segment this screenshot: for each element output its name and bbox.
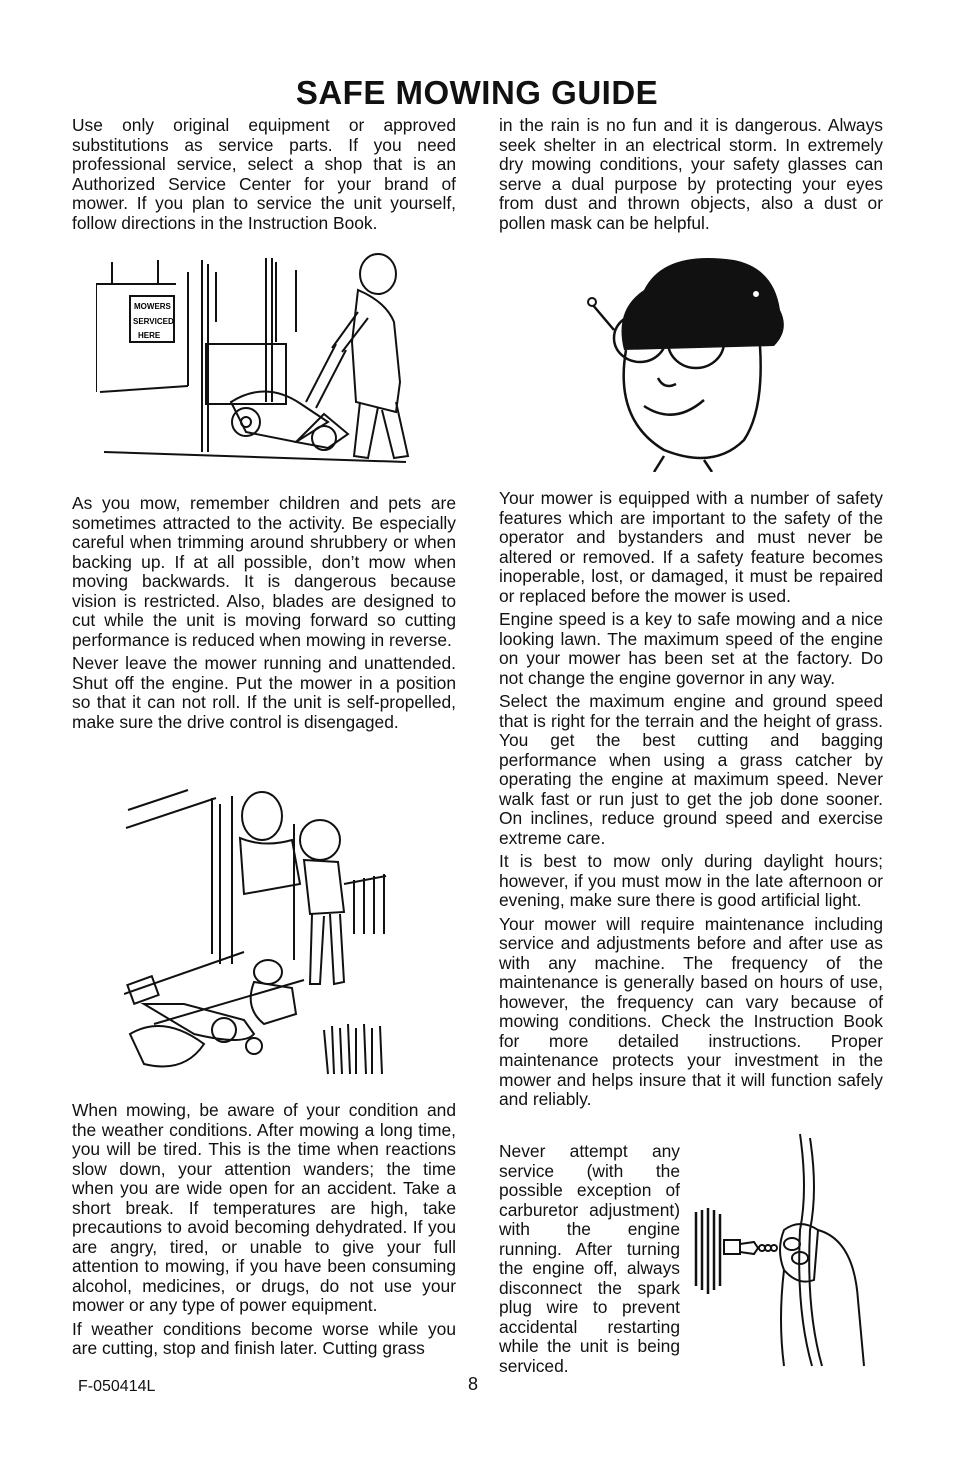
left-middle-text <box>72 494 456 736</box>
left-intro-text <box>72 116 456 237</box>
paragraph-safety-features: Your mower is equipped with a number of safety features which are important to the safety of the operator and bystanders and must never be altered or removed. If a safety feature becomes inoperable, lost, or damaged, it must be repaired or replaced before the mower is used. <box>499 488 883 606</box>
paragraph-daylight: It is best to mow only during daylight hours; however, if you must mow in the late afternoon or evening, make sure there is good artificial light. <box>499 851 883 910</box>
paragraph-maximum-speed: Select the maximum engine and ground speed that is right for the terrain and the height of grass. You get the best cutting and bagging performance when using a grass catcher by operating the engine at maximum speed. Never walk fast or run just to get the job done sooner. On inclines, reduce ground speed and exercise extreme care. <box>499 691 883 848</box>
paragraph-children-pets: As you mow, remember children and pets are sometimes attracted to the activity. Be especially careful when trimming around shrubbery or when backing up. If at all possible, don’t mow when moving backwards. It is dangerous because vision is restricted. Also, blades are designed to cut while the unit is moving forward so cutting performance is reduced when mowing in reverse. <box>72 493 456 650</box>
paragraph-spark-plug: Never attempt any service (with the possible exception of carburetor adjustment) with the engine running. After turning the engine off, always disconnect the spark plug wire to prevent accidental restarting while the unit is being serviced. <box>499 1141 680 1376</box>
document-code: F-050414L <box>78 1378 156 1395</box>
children-near-mower-illustration <box>124 784 394 1084</box>
sign-line-2: SERVICED <box>133 317 174 326</box>
spark-plug-illustration <box>688 1130 878 1370</box>
paragraph-maintenance: Your mower will require maintenance including service and adjustments before and after use as with any machine. The frequency of the maintenance is generally based on hours of use, however, the frequency can vary because of mowing conditions. Check the Instruction Book for more detailed instructions. Proper maintenance protects your investment in the mower and helps insure that it will function safely and reliably. <box>499 913 883 1109</box>
left-bottom-text <box>72 1101 456 1363</box>
paragraph-condition-weather: When mowing, be aware of your condition and the weather conditions. After mowing a long time, you will be tired. This is the time when reactions slow down, your attention wanders; the time when you are wide open for an accident. Take a short break. If temperatures are high, take precautions to avoid becoming dehydrated. If you are angry, tired, or unable to give your full attention to mowing, if you have been consuming alcohol, medicines, or drugs, do not use your mower or any type of power equipment. <box>72 1100 456 1315</box>
page-title: SAFE MOWING GUIDE <box>295 74 659 111</box>
paragraph-engine-speed: Engine speed is a key to safe mowing and a nice looking lawn. The maximum speed of the engine on your mower has been set at the factory. Do not change the engine governor in any way. <box>499 609 883 688</box>
paragraph-never-unattended: Never leave the mower running and unattended. Shut off the engine. Put the mower in a position so that it can not roll. If the unit is self-propelled, make sure the drive control is disengaged. <box>72 653 456 732</box>
safety-glasses-illustration <box>584 250 794 472</box>
paragraph-service-parts: Use only original equipment or approved substitutions as service parts. If you need professional service, select a shop that is an Authorized Service Center for your brand of mower. If you plan to service the unit yourself, follow directions in the Instruction Book. <box>72 115 456 233</box>
right-intro-text <box>499 116 883 237</box>
right-middle-text <box>499 489 883 1114</box>
sign-line-1: MOWERS <box>134 302 171 311</box>
paragraph-rain: in the rain is no fun and it is dangerous. Always seek shelter in an electrical storm. In extremely dry mowing conditions, your safety glasses can serve a dual purpose by protecting your eyes from dust and thrown objects, also a dust or pollen mask can be helpful. <box>499 115 883 233</box>
paragraph-weather-worse: If weather conditions become worse while you are cutting, stop and finish later. Cutting grass <box>72 1318 456 1358</box>
service-shop-illustration <box>96 252 416 468</box>
sign-line-3: HERE <box>138 331 161 340</box>
page-number: 8 <box>468 1374 479 1394</box>
